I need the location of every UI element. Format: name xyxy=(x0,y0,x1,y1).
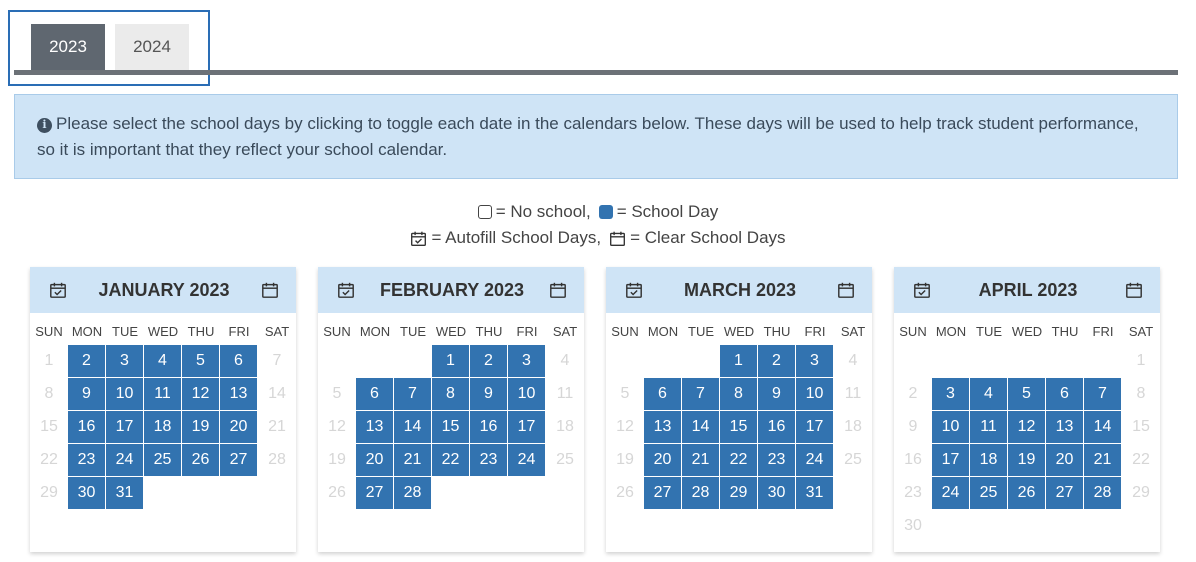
day-cell-school[interactable]: 14 xyxy=(1084,411,1122,443)
day-cell-school[interactable]: 9 xyxy=(758,378,796,410)
weekday-label: FRI xyxy=(804,324,826,339)
day-cell-no-school[interactable]: 5 xyxy=(332,385,342,402)
calendar-clear-icon xyxy=(1125,281,1143,299)
filled-square-icon xyxy=(599,205,613,219)
calendar-check-icon xyxy=(625,281,643,299)
calendar-header xyxy=(318,267,584,313)
day-cell-school[interactable]: 10 xyxy=(932,411,970,443)
day-cell-school[interactable]: 26 xyxy=(1008,477,1046,509)
day-cell-no-school[interactable]: 29 xyxy=(40,484,58,501)
day-cell-school[interactable]: 24 xyxy=(932,477,970,509)
weekday-label: WED xyxy=(723,324,755,339)
day-cell-no-school[interactable]: 7 xyxy=(272,352,282,369)
day-cell-school[interactable]: 19 xyxy=(182,411,220,443)
weekday-label: TUE xyxy=(976,324,1002,339)
day-cell-no-school[interactable]: 30 xyxy=(904,517,922,534)
empty-cell xyxy=(932,345,970,377)
day-cell-no-school[interactable]: 21 xyxy=(268,418,286,435)
day-cell-no-school[interactable]: 5 xyxy=(620,385,630,402)
info-text: Please select the school days by clicking to toggle each date in the calendars below. These days will be used to help track student performance, so it is important that they reflect your school calendar. xyxy=(37,114,1139,159)
day-cell-school[interactable]: 14 xyxy=(394,411,432,443)
day-cell-school[interactable]: 18 xyxy=(144,411,182,443)
empty-cell xyxy=(970,345,1008,377)
day-cell-school[interactable]: 27 xyxy=(644,477,682,509)
calendar-clear-icon xyxy=(837,281,855,299)
day-cell-school[interactable]: 13 xyxy=(220,378,258,410)
day-cell-school[interactable]: 20 xyxy=(1046,444,1084,476)
day-cell-school[interactable]: 22 xyxy=(720,444,758,476)
day-cell-school[interactable]: 6 xyxy=(220,345,258,377)
day-cell-school[interactable]: 27 xyxy=(220,444,258,476)
weekday-row xyxy=(606,324,872,340)
day-cell-school[interactable]: 2 xyxy=(470,345,508,377)
info-circle-icon: i xyxy=(37,118,52,133)
day-cell-school[interactable]: 16 xyxy=(470,411,508,443)
legend-line-1 xyxy=(0,199,1196,225)
day-cell-school[interactable]: 10 xyxy=(796,378,834,410)
calendar-check-icon xyxy=(913,281,931,299)
empty-cell xyxy=(1008,345,1046,377)
day-cell-school[interactable]: 13 xyxy=(1046,411,1084,443)
day-cell-no-school[interactable]: 28 xyxy=(268,451,286,468)
day-cell-no-school[interactable]: 18 xyxy=(844,418,862,435)
day-cell-school[interactable]: 15 xyxy=(432,411,470,443)
day-cell-school[interactable]: 3 xyxy=(932,378,970,410)
calendar-month xyxy=(30,267,296,552)
calendar-month xyxy=(318,267,584,552)
weekday-label: SUN xyxy=(899,324,927,339)
weekday-label: THU xyxy=(187,324,215,339)
clear-button[interactable] xyxy=(260,280,280,300)
day-cell-school[interactable]: 29 xyxy=(720,477,758,509)
legend-no-school: = No school, xyxy=(495,202,591,221)
day-cell-school[interactable]: 17 xyxy=(508,411,546,443)
weekday-label: FRI xyxy=(228,324,250,339)
legend xyxy=(0,199,1196,251)
weekday-label: SAT xyxy=(264,324,290,339)
day-cell-school[interactable]: 1 xyxy=(432,345,470,377)
autofill-button[interactable] xyxy=(48,280,68,300)
day-cell-school[interactable]: 31 xyxy=(796,477,834,509)
weekday-label: SUN xyxy=(323,324,351,339)
day-cell-school[interactable]: 23 xyxy=(470,444,508,476)
calendars xyxy=(30,267,1160,552)
day-cell-no-school[interactable]: 25 xyxy=(844,451,862,468)
day-cell-school[interactable]: 26 xyxy=(182,444,220,476)
calendar-title: APRIL 2023 xyxy=(978,279,1078,300)
weekday-label: THU xyxy=(763,324,791,339)
weekday-row xyxy=(30,324,296,340)
day-cell-no-school[interactable]: 4 xyxy=(560,352,570,369)
day-cell-school[interactable]: 30 xyxy=(758,477,796,509)
weekday-label: THU xyxy=(1051,324,1079,339)
calendar-month xyxy=(894,267,1160,552)
day-cell-school[interactable]: 28 xyxy=(1084,477,1122,509)
day-cell-school[interactable]: 28 xyxy=(394,477,432,509)
day-cell-school[interactable]: 20 xyxy=(356,444,394,476)
day-cell-school[interactable]: 10 xyxy=(106,378,144,410)
weekday-label: FRI xyxy=(1092,324,1114,339)
day-cell-school[interactable]: 24 xyxy=(796,444,834,476)
day-cell-school[interactable]: 25 xyxy=(144,444,182,476)
calendar-check-icon xyxy=(337,281,355,299)
calendar-header xyxy=(606,267,872,313)
day-cell-no-school[interactable]: 22 xyxy=(40,451,58,468)
day-cell-no-school[interactable]: 1 xyxy=(44,352,54,369)
day-cell-school[interactable]: 5 xyxy=(182,345,220,377)
day-grid xyxy=(318,345,584,509)
day-cell-school[interactable]: 18 xyxy=(970,444,1008,476)
empty-cell xyxy=(682,345,720,377)
calendar-title: FEBRUARY 2023 xyxy=(379,279,525,300)
day-cell-school[interactable]: 17 xyxy=(796,411,834,443)
day-cell-no-school[interactable]: 11 xyxy=(844,385,862,402)
clear-button[interactable] xyxy=(548,280,568,300)
day-grid xyxy=(606,345,872,509)
day-cell-school[interactable]: 21 xyxy=(394,444,432,476)
calendar-check-icon xyxy=(49,281,67,299)
weekday-label: MON xyxy=(647,324,679,339)
weekday-label: MON xyxy=(935,324,967,339)
day-cell-school[interactable]: 16 xyxy=(68,411,106,443)
day-cell-school[interactable]: 28 xyxy=(682,477,720,509)
day-grid xyxy=(30,345,296,509)
empty-cell xyxy=(394,345,432,377)
weekday-label: SUN xyxy=(611,324,639,339)
day-cell-school[interactable]: 6 xyxy=(356,378,394,410)
calendar-clear-icon xyxy=(261,281,279,299)
weekday-label: SAT xyxy=(1128,324,1154,339)
day-cell-school[interactable]: 10 xyxy=(508,378,546,410)
day-cell-school[interactable]: 24 xyxy=(508,444,546,476)
calendar-header xyxy=(894,267,1160,313)
day-cell-school[interactable]: 3 xyxy=(508,345,546,377)
day-cell-school[interactable]: 2 xyxy=(758,345,796,377)
day-cell-school[interactable]: 7 xyxy=(682,378,720,410)
empty-cell xyxy=(894,345,932,377)
day-cell-school[interactable]: 13 xyxy=(644,411,682,443)
day-cell-school[interactable]: 11 xyxy=(144,378,182,410)
empty-square-icon xyxy=(478,205,492,219)
autofill-button[interactable] xyxy=(624,280,644,300)
calendar-month xyxy=(606,267,872,552)
day-cell-no-school[interactable]: 8 xyxy=(1136,385,1146,402)
day-cell-school[interactable]: 21 xyxy=(682,444,720,476)
calendar-check-icon xyxy=(410,230,427,247)
day-cell-school[interactable]: 7 xyxy=(394,378,432,410)
day-cell-school[interactable]: 8 xyxy=(720,378,758,410)
day-cell-school[interactable]: 9 xyxy=(470,378,508,410)
weekday-label: SAT xyxy=(552,324,578,339)
weekday-label: TUE xyxy=(112,324,138,339)
day-cell-school[interactable]: 15 xyxy=(720,411,758,443)
day-cell-no-school[interactable]: 15 xyxy=(1132,418,1150,435)
day-cell-school[interactable]: 1 xyxy=(720,345,758,377)
day-cell-school[interactable]: 3 xyxy=(106,345,144,377)
day-cell-no-school[interactable]: 12 xyxy=(328,418,346,435)
legend-school-day: = School Day xyxy=(616,202,719,221)
legend-autofill: = Autofill School Days, xyxy=(431,228,602,247)
day-cell-school[interactable]: 16 xyxy=(758,411,796,443)
weekday-label: WED xyxy=(1011,324,1043,339)
day-cell-school[interactable]: 24 xyxy=(106,444,144,476)
calendar-clear-icon xyxy=(549,281,567,299)
day-cell-school[interactable]: 8 xyxy=(432,378,470,410)
info-alert xyxy=(14,94,1178,179)
day-cell-school[interactable]: 17 xyxy=(932,444,970,476)
day-cell-school[interactable]: 4 xyxy=(970,378,1008,410)
day-cell-school[interactable]: 6 xyxy=(1046,378,1084,410)
empty-cell xyxy=(1084,345,1122,377)
year-tabs xyxy=(31,24,189,70)
day-cell-no-school[interactable]: 2 xyxy=(908,385,918,402)
day-cell-no-school[interactable]: 14 xyxy=(268,385,286,402)
weekday-label: FRI xyxy=(516,324,538,339)
weekday-label: SAT xyxy=(840,324,866,339)
day-cell-school[interactable]: 23 xyxy=(68,444,106,476)
day-cell-school[interactable]: 3 xyxy=(796,345,834,377)
day-cell-no-school[interactable]: 11 xyxy=(556,385,574,402)
empty-cell xyxy=(606,345,644,377)
day-cell-school[interactable]: 20 xyxy=(220,411,258,443)
calendar-clear-icon xyxy=(609,230,626,247)
legend-clear: = Clear School Days xyxy=(630,228,786,247)
day-cell-no-school[interactable]: 16 xyxy=(904,451,922,468)
day-cell-no-school[interactable]: 1 xyxy=(1136,352,1146,369)
empty-cell xyxy=(644,345,682,377)
day-cell-school[interactable]: 14 xyxy=(682,411,720,443)
day-cell-no-school[interactable]: 18 xyxy=(556,418,574,435)
day-cell-no-school[interactable]: 15 xyxy=(40,418,58,435)
day-cell-school[interactable]: 4 xyxy=(144,345,182,377)
weekday-label: WED xyxy=(435,324,467,339)
day-cell-school[interactable]: 21 xyxy=(1084,444,1122,476)
day-cell-school[interactable]: 30 xyxy=(68,477,106,509)
day-cell-school[interactable]: 31 xyxy=(106,477,144,509)
weekday-row xyxy=(894,324,1160,340)
day-cell-school[interactable]: 20 xyxy=(644,444,682,476)
clear-button[interactable] xyxy=(1124,280,1144,300)
autofill-button[interactable] xyxy=(336,280,356,300)
day-cell-school[interactable]: 22 xyxy=(432,444,470,476)
calendar-title: MARCH 2023 xyxy=(683,279,797,300)
autofill-button[interactable] xyxy=(912,280,932,300)
day-cell-school[interactable]: 17 xyxy=(106,411,144,443)
day-cell-school[interactable]: 19 xyxy=(1008,444,1046,476)
tab-2024[interactable]: 2024 xyxy=(115,24,189,70)
weekday-label: TUE xyxy=(688,324,714,339)
day-cell-no-school[interactable]: 22 xyxy=(1132,451,1150,468)
weekday-label: WED xyxy=(147,324,179,339)
day-cell-no-school[interactable]: 23 xyxy=(904,484,922,501)
weekday-row xyxy=(318,324,584,340)
weekday-label: THU xyxy=(475,324,503,339)
day-cell-school[interactable]: 7 xyxy=(1084,378,1122,410)
day-cell-no-school[interactable]: 4 xyxy=(848,352,858,369)
day-cell-school[interactable]: 27 xyxy=(356,477,394,509)
year-tabs-area xyxy=(14,0,1178,76)
day-cell-no-school[interactable]: 26 xyxy=(616,484,634,501)
day-cell-no-school[interactable]: 29 xyxy=(1132,484,1150,501)
day-cell-no-school[interactable]: 8 xyxy=(44,385,54,402)
day-cell-no-school[interactable]: 26 xyxy=(328,484,346,501)
day-cell-school[interactable]: 5 xyxy=(1008,378,1046,410)
day-cell-no-school[interactable]: 9 xyxy=(908,418,918,435)
day-cell-school[interactable]: 12 xyxy=(182,378,220,410)
day-cell-school[interactable]: 23 xyxy=(758,444,796,476)
weekday-label: MON xyxy=(71,324,103,339)
calendar-header xyxy=(30,267,296,313)
day-cell-school[interactable]: 25 xyxy=(970,477,1008,509)
legend-line-2 xyxy=(0,225,1196,251)
empty-cell xyxy=(318,345,356,377)
day-cell-school[interactable]: 11 xyxy=(970,411,1008,443)
day-cell-school[interactable]: 13 xyxy=(356,411,394,443)
day-cell-school[interactable]: 2 xyxy=(68,345,106,377)
empty-cell xyxy=(356,345,394,377)
day-cell-school[interactable]: 27 xyxy=(1046,477,1084,509)
calendar-title: JANUARY 2023 xyxy=(98,279,230,300)
day-cell-school[interactable]: 9 xyxy=(68,378,106,410)
day-cell-no-school[interactable]: 19 xyxy=(328,451,346,468)
day-cell-school[interactable]: 12 xyxy=(1008,411,1046,443)
clear-button[interactable] xyxy=(836,280,856,300)
day-cell-no-school[interactable]: 25 xyxy=(556,451,574,468)
day-grid xyxy=(894,345,1160,542)
weekday-label: MON xyxy=(359,324,391,339)
weekday-label: SUN xyxy=(35,324,63,339)
tab-divider xyxy=(14,70,1178,75)
empty-cell xyxy=(1046,345,1084,377)
weekday-label: TUE xyxy=(400,324,426,339)
day-cell-school[interactable]: 6 xyxy=(644,378,682,410)
day-cell-no-school[interactable]: 12 xyxy=(616,418,634,435)
day-cell-no-school[interactable]: 19 xyxy=(616,451,634,468)
tab-2023[interactable]: 2023 xyxy=(31,24,105,70)
